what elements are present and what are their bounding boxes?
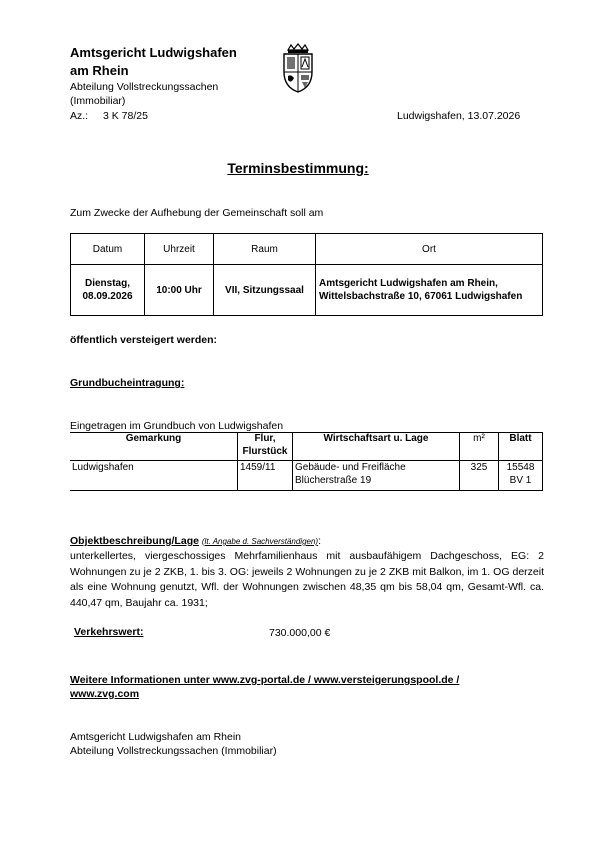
appointment-table (70, 233, 543, 316)
department-line2: (Immobiliar) (70, 95, 126, 107)
footer-line2: Abteilung Vollstreckungssachen (Immobiliar) (70, 745, 277, 757)
more-info-line1: Weitere Informationen unter www.zvg-portal.de / www.versteigerungspool.de / (70, 674, 460, 686)
coat-of-arms-icon (281, 42, 315, 94)
header-flur: Flur, Flurstück (238, 433, 293, 461)
land-register-heading: Grundbucheintragung: (70, 377, 185, 389)
place-date: Ludwigshafen, 13.07.2026 (397, 110, 521, 122)
object-heading (70, 535, 321, 547)
header-area: m² (460, 433, 499, 461)
cell-flur: 1459/11 (238, 461, 293, 491)
object-heading-suffix: : (318, 535, 322, 547)
land-register-table (70, 432, 543, 491)
document-title: Terminsbestimmung: (227, 160, 369, 176)
cell-blatt-line2: BV 1 (509, 475, 532, 486)
header-place: Ort (316, 234, 543, 265)
file-number: 3 K 78/25 (103, 110, 148, 122)
file-number-label: Az.: (70, 110, 89, 122)
appointment-place: Amtsgericht Ludwigshafen am Rhein, Wittelsbachstraße 10, 67061 Ludwigshafen (316, 265, 543, 316)
cell-blatt (499, 461, 543, 491)
court-name-line1: Amtsgericht Ludwigshafen (70, 45, 237, 60)
header-time: Uhrzeit (145, 234, 214, 265)
cell-lage-line1: Gebäude- und Freifläche (295, 462, 406, 473)
header-lage: Wirtschaftsart u. Lage (293, 433, 460, 461)
cell-blatt-line1: 15548 (506, 462, 535, 473)
object-heading-title: Objektbeschreibung/Lage (70, 535, 199, 547)
intro-text: Zum Zwecke der Aufhebung der Gemeinschaft soll am (70, 207, 324, 219)
cell-lage-line2: Blücherstraße 19 (295, 475, 372, 486)
cell-gemarkung: Ludwigshafen (70, 461, 238, 491)
auction-line: öffentlich versteigert werden: (70, 334, 218, 346)
header-blatt: Blatt (499, 433, 543, 461)
market-value-label: Verkehrswert: (74, 626, 144, 638)
header-room: Raum (214, 234, 316, 265)
court-name-line2: am Rhein (70, 63, 129, 78)
cell-area: 325 (460, 461, 499, 491)
appointment-room: VII, Sitzungssaal (214, 265, 316, 316)
more-info-line2: www.zvg.com (70, 688, 140, 700)
appointment-date: Dienstag, 08.09.2026 (71, 265, 145, 316)
header-gemarkung: Gemarkung (70, 433, 238, 461)
object-heading-note: (lt. Angabe d. Sachverständigen) (201, 537, 319, 546)
department-line1: Abteilung Vollstreckungssachen (70, 81, 219, 93)
cell-lage (293, 461, 460, 491)
header-date: Datum (71, 234, 145, 265)
land-register-intro: Eingetragen im Grundbuch von Ludwigshafen (70, 420, 284, 432)
appointment-time: 10:00 Uhr (145, 265, 214, 316)
market-value-amount: 730.000,00 € (269, 627, 331, 639)
object-description: unterkellertes, viergeschossiges Mehrfamilienhaus mit ausbaufähigem Dachgeschoss, EG: 2 Wohnungen zu je 2 ZKB, 1. bis 3. OG: jeweils 2 Wohnungen zu je 2 ZKB mit Balkon, im 1. OG derzeit als eine Wohnung genutzt, Wfl. der Wohnungen zwischen 48,35 qm bis 58,04 qm, Gesamt-Wfl. ca. 440,47 qm, Baujahr ca. 1931; (70, 550, 544, 609)
footer-line1: Amtsgericht Ludwigshafen am Rhein (70, 731, 242, 743)
